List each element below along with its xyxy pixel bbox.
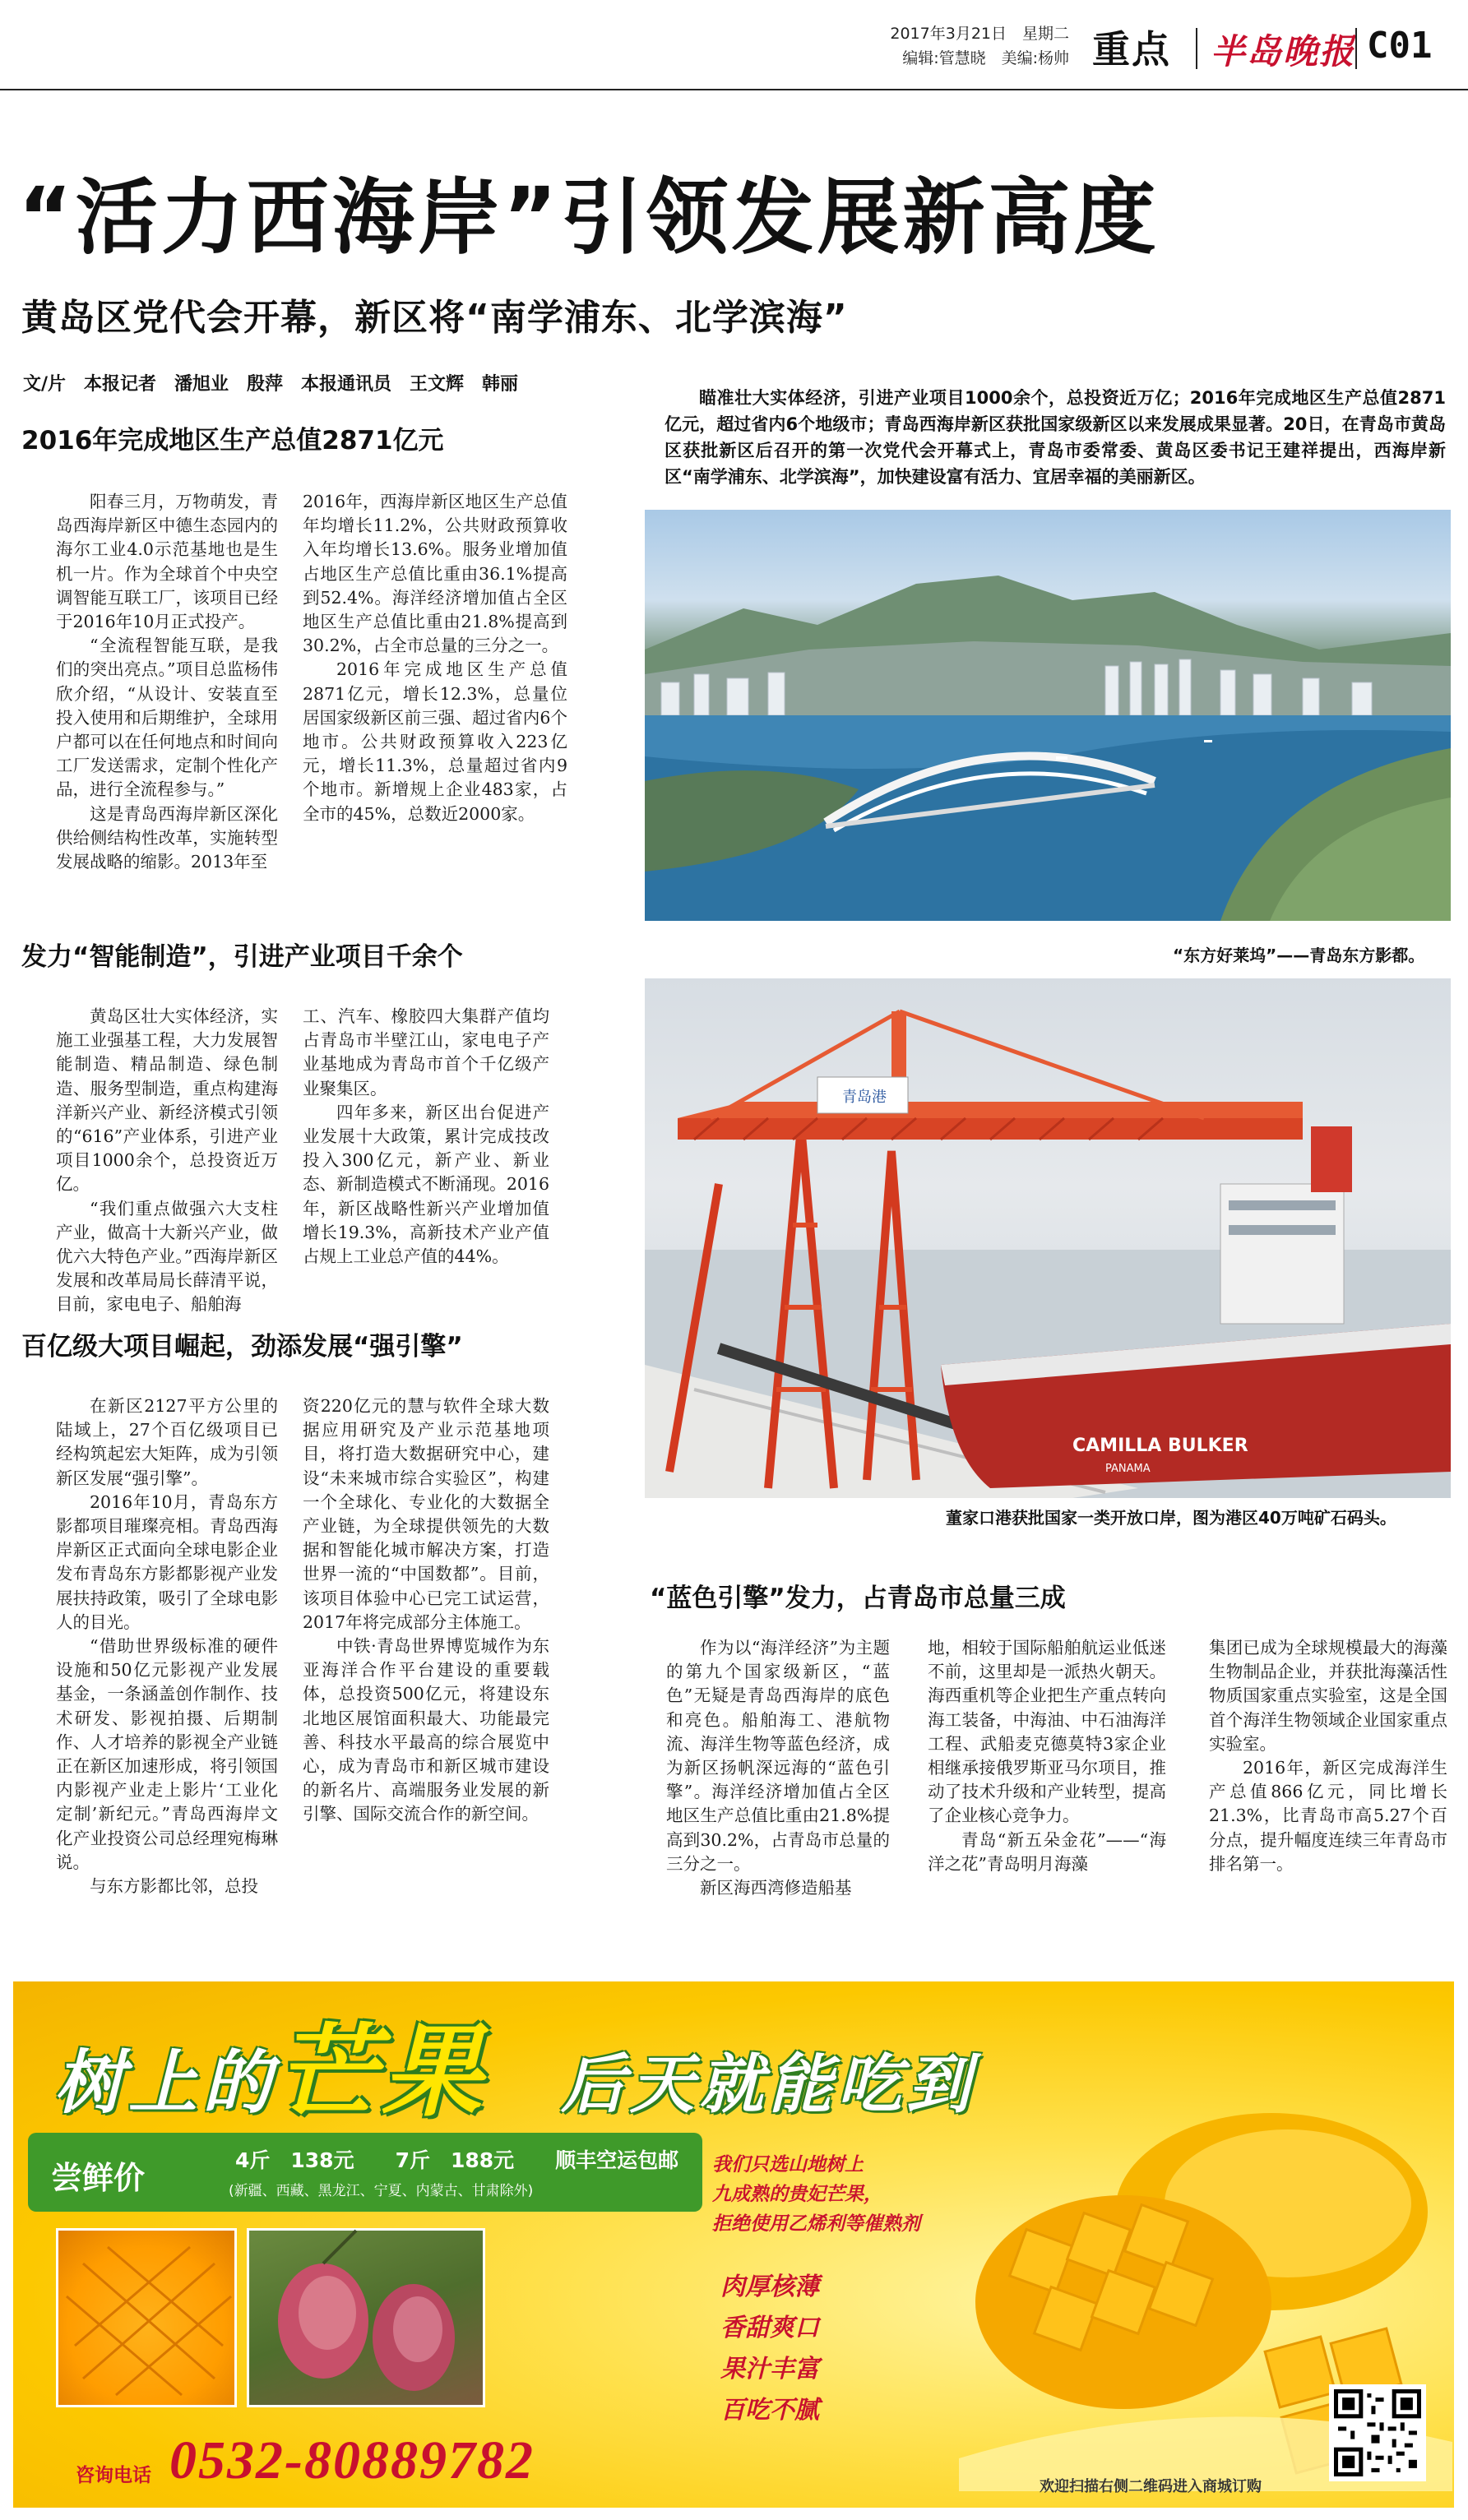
- feature-text: 果汁丰富: [720, 2355, 819, 2384]
- paragraph: “全流程智能互联，是我们的突出亮点。”项目总监杨伟欣介绍，“从设计、安装直至投入使用和后期维护，全球用户都可以在任何地点和时间向工厂发送需求，定制个性化产品，进行全流程参与。”: [56, 636, 278, 800]
- mango-advertisement: [13, 1981, 1454, 2508]
- ad-title-part: 树上的: [54, 2042, 277, 2123]
- paragraph: “借助世界级标准的硬件设施和50亿元影视产业发展基金，一条涵盖创作制作、技术研发、影视拍摄、后期制作、人才培养的影视全产业链正在新区加速形成，将引领国内影视产业走上影片‘工业化定制’新纪元。”青岛西海岸文化产业投资公司总经理宛梅琳说。: [56, 1636, 278, 1872]
- paragraph: 中铁·青岛世界博览城作为东亚海洋合作平台建设的重要载体，总投资500亿元，将建设东北地区展馆面积最大、功能最完善、科技水平最高的综合展览中心，成为青岛市和新区城市建设的新名片、高端服务业发展的新引擎、国际交流合作的新空间。: [303, 1636, 549, 1824]
- article-column: [303, 1005, 549, 1294]
- paragraph: 2016年，西海岸新区地区生产总值年均增长11.2%，公共财政预算收入年均增长13.6%。服务业增加值占地区生产总值比重由36.1%提高到52.4%。海洋经济增加值占全区地区生产总值比重由21.8%提高到30.2%，占全市总量的三分之一。: [303, 492, 567, 656]
- article-column: [56, 490, 278, 899]
- photo-caption: “东方好莱坞”——青岛东方影都。: [1173, 946, 1425, 965]
- page-number: C01: [1367, 25, 1433, 67]
- paragraph: 这是青岛西海岸新区深化供给侧结构性改革，实施转型发展战略的缩影。2013年至: [56, 803, 278, 872]
- qr-code[interactable]: [1329, 2384, 1426, 2481]
- paragraph: 青岛“新五朵金花”——“海洋之花”青岛明月海藻: [928, 1829, 1166, 1874]
- article-column: [303, 1394, 549, 1950]
- article-column: [666, 1636, 890, 1965]
- paragraph: 作为以“海洋经济”为主题的第九个国家级新区，“蓝色”无疑是青岛西海岸的底色和亮色。船舶海工、港航物流、海洋生物等蓝色经济，成为新区扬帆深远海的“蓝色引擎”。海洋经济增加值占全区地区生产总值比重由21.8%提高到30.2%，占青岛市总量的三分之一。: [666, 1638, 890, 1874]
- photo-oriental-movie-metropolis: [645, 510, 1451, 921]
- masthead-divider: [1355, 28, 1357, 69]
- promo-line: 我们只选山地树上: [712, 2154, 864, 2176]
- mangoes-on-tree-icon: [249, 2231, 488, 2410]
- mango-tree-photo: [247, 2228, 485, 2407]
- ad-title-mango: 芒果: [276, 2014, 488, 2130]
- shipping-note: (新疆、西藏、黑龙江、宁夏、内蒙古、甘肃除外): [229, 2183, 534, 2199]
- coastal-city-illustration: [645, 510, 1451, 921]
- paragraph: 2016年完成地区生产总值2871亿元，增长12.3%，总量位居国家级新区前三强、超过省内6个地市。公共财政预算收入223亿元，增长11.3%，总量超过省内9个地市。新增规上企业483家，占全市的45%，总数近2000家。: [303, 659, 567, 824]
- mango-cubes-icon: [58, 2231, 239, 2410]
- paragraph: 2016年，新区完成海洋生产总值866亿元，同比增长21.3%，比青岛市高5.27个百分点，提升幅度连续三年青岛市排名第一。: [1209, 1758, 1447, 1874]
- mango-cut-photo: [56, 2228, 237, 2407]
- qr-instruction: 欢迎扫描右侧二维码进入商城订购: [1040, 2478, 1262, 2495]
- price-text: 4斤 138元 7斤 188元 顺丰空运包邮: [235, 2148, 679, 2172]
- masthead-rule: [0, 89, 1468, 90]
- phone-label: 咨询电话: [76, 2465, 151, 2486]
- paragraph: 资220亿元的慧与软件全球大数据应用研究及产业示范基地项目，将打造大数据研究中心，建设“未来城市综合实验区”，构建一个全球化、专业化的大数据全产业链，为全球提供领先的大数据和智能化城市解决方案，打造世界一流的“中国数都”。目前，该项目体验中心已完工试运营，2017年将完成部分主体施工。: [303, 1396, 549, 1632]
- section-name: 重点: [1092, 27, 1171, 72]
- issue-date: 2017年3月21日 星期二: [890, 25, 1069, 43]
- paragraph: 与东方影都比邻，总投: [90, 1876, 258, 1897]
- feature-text: 肉厚核薄: [720, 2273, 819, 2301]
- port-crane-illustration: [645, 978, 1451, 1498]
- ship-name-text: CAMILLA BULKER: [1072, 1436, 1248, 1456]
- paragraph: 黄岛区壮大实体经济，实施工业强基工程，大力发展智能制造、精品制造、绿色制造、服务型制造，重点构建海洋新兴产业、新经济模式引领的“616”产业体系，引进产业项目1000余个，总投资近万亿。: [56, 1006, 278, 1195]
- section-title: 百亿级大项目崛起，劲添发展“强引擎”: [21, 1332, 463, 1362]
- section-title: 发力“智能制造”，引进产业项目千余个: [21, 942, 463, 972]
- feature-text: 百吃不腻: [720, 2396, 819, 2425]
- price-label: 尝鲜价: [51, 2160, 146, 2196]
- newspaper-logo: 半岛晚报: [1211, 31, 1356, 72]
- promo-line: 九成熟的贵妃芒果，: [712, 2184, 882, 2205]
- paragraph: 工、汽车、橡胶四大集群产值均占青岛市半壁江山，家电电子产业基地成为青岛市首个千亿级产业聚集区。: [303, 1006, 549, 1098]
- ship-port-text: PANAMA: [1105, 1463, 1151, 1475]
- paragraph: 集团已成为全球规模最大的海藻生物制品企业，并获批海藻活性物质国家重点实验室，这是全国首个海洋生物领域企业国家重点实验室。: [1209, 1638, 1447, 1754]
- ad-title: [54, 1991, 975, 2135]
- paragraph: 新区海西湾修造船基: [700, 1878, 852, 1898]
- paragraph: 地，相较于国际船舶航运业低迷不前，这里却是一派热火朝天。海西重机等企业把生产重点转向海工装备，中海油、中石油海洋工程、武船麦克德莫特3家企业相继承接俄罗斯亚马尔项目，推动了技术升级和产业转型，提高了企业核心竞争力。: [928, 1638, 1166, 1826]
- article-column: [928, 1636, 1166, 1965]
- promo-line: 拒绝使用乙烯利等催熟剂: [712, 2213, 920, 2235]
- article-column: [303, 490, 567, 899]
- lede-paragraph: 瞄准壮大实体经济，引进产业项目1000余个，总投资近万亿；2016年完成地区生产总值2871亿元，超过省内6个地级市；青岛西海岸新区获批国家级新区以来发展成果显著。20日，在青岛市黄岛区获批新区后召开的第一次党代会开幕式上，青岛市委常委、黄岛区委书记王建祥提出，西海岸新区“南学浦东、北学滨海”，加快建设富有活力、宜居幸福的美丽新区。: [665, 388, 1446, 487]
- section-title: “蓝色引擎”发力，占青岛市总量三成: [650, 1584, 1066, 1613]
- subheadline: 黄岛区党代会开幕，新区将“南学浦东、北学滨海”: [21, 297, 848, 339]
- article-column: [56, 1394, 278, 1950]
- editor-credits: 编辑:管慧晓 美编:杨帅: [902, 49, 1069, 67]
- photo-dongjiakou-port: [645, 978, 1451, 1498]
- ad-title-part: 后天就能吃到: [561, 2048, 976, 2122]
- photo-caption: 董家口港获批国家一类开放口岸，图为港区40万吨矿石码头。: [946, 1508, 1396, 1528]
- masthead-divider: [1196, 28, 1197, 69]
- paragraph: 四年多来，新区出台促进产业发展十大政策，累计完成技改投入300亿元，新产业、新业态、新制造模式不断涌现。2016年，新区战略性新兴产业增加值增长19.3%，高新技术产业产值占规上工业总产值的44%。: [303, 1102, 549, 1267]
- paragraph: 2016年10月，青岛东方影都项目璀璨亮相。青岛西海岸新区正式面向全球电影企业发布青岛东方影都影视产业发展扶持政策，吸引了全球电影人的目光。: [56, 1491, 278, 1632]
- headline: “活力西海岸”引领发展新高度: [18, 169, 1160, 266]
- phone-number[interactable]: 0532-80889782: [169, 2430, 535, 2490]
- article-column: [1209, 1636, 1447, 1965]
- crane-logo-text: 青岛港: [842, 1089, 887, 1106]
- paragraph: “我们重点做强六大支柱产业，做高十大新兴产业，做优六大特色产业。”西海岸新区发展和改革局局长薛清平说，目前，家电电子、船舶海: [56, 1198, 278, 1315]
- byline: 文/片 本报记者 潘旭业 殷萍 本报通讯员 王文辉 韩丽: [23, 374, 519, 395]
- qr-code-icon: [1334, 2389, 1421, 2476]
- paragraph: 在新区2127平方公里的陆域上，27个百亿级项目已经构筑起宏大矩阵，成为引领新区发展“强引擎”。: [56, 1396, 278, 1488]
- article-column: [56, 1005, 278, 1315]
- paragraph: 阳春三月，万物萌发，青岛西海岸新区中德生态园内的海尔工业4.0示范基地也是生机一片。作为全球首个中央空调智能互联工厂，该项目已经于2016年10月正式投产。: [56, 492, 278, 632]
- feature-text: 香甜爽口: [720, 2314, 819, 2342]
- section-title: 2016年完成地区生产总值2871亿元: [21, 426, 444, 455]
